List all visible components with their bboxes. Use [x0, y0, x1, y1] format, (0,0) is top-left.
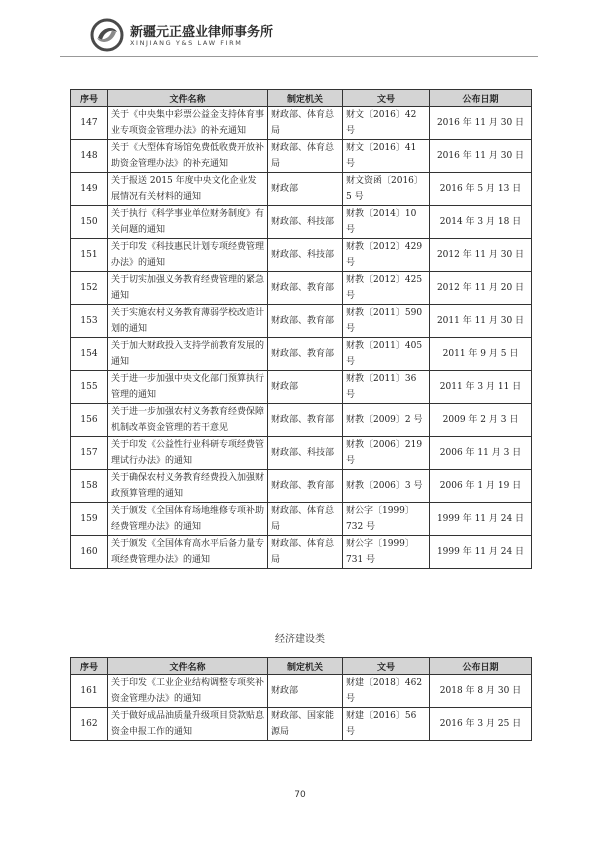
file-name: 关于做好成品油质量升级项目贷款贴息资金申报工作的通知	[108, 708, 268, 741]
table-row	[71, 140, 532, 173]
col-header-name: 文件名称	[108, 90, 268, 107]
row-number: 152	[71, 272, 108, 305]
table-row	[71, 675, 532, 708]
file-name: 关于印发《科技惠民计划专项经费管理办法》的通知	[108, 239, 268, 272]
file-name: 关于实施农村义务教育薄弱学校改造计划的通知	[108, 305, 268, 338]
table-row	[71, 708, 532, 741]
header-divider	[60, 56, 538, 57]
documents-table-1	[70, 89, 532, 569]
table-row	[71, 470, 532, 503]
file-name: 关于执行《科学事业单位财务制度》有关问题的通知	[108, 206, 268, 239]
document-number: 财教〔2009〕2 号	[343, 404, 430, 437]
publish-date: 2011 年 3 月 11 日	[430, 371, 532, 404]
file-name: 关于确保农村义务教育经费投入加强财政预算管理的通知	[108, 470, 268, 503]
firm-name-cn: 新疆元正盛业律师事务所	[130, 25, 274, 40]
publish-date: 2012 年 11 月 30 日	[430, 239, 532, 272]
document-number: 财教〔2011〕36 号	[343, 371, 430, 404]
letterhead	[90, 18, 510, 52]
table-row	[71, 239, 532, 272]
file-name: 关于印发《工业企业结构调整专项奖补资金管理办法》的通知	[108, 675, 268, 708]
issuing-agency: 财政部、体育总局	[268, 107, 343, 140]
publish-date: 1999 年 11 月 24 日	[430, 503, 532, 536]
row-number: 147	[71, 107, 108, 140]
row-number: 162	[71, 708, 108, 741]
table-header-row	[71, 658, 532, 675]
table-row	[71, 107, 532, 140]
issuing-agency: 财政部	[268, 371, 343, 404]
col-header-doc: 文号	[343, 658, 430, 675]
publish-date: 2016 年 11 月 30 日	[430, 107, 532, 140]
row-number: 161	[71, 675, 108, 708]
col-header-no: 序号	[71, 90, 108, 107]
issuing-agency: 财政部、教育部	[268, 404, 343, 437]
issuing-agency: 财政部、体育总局	[268, 140, 343, 173]
file-name: 关于颁发《全国体育场地维修专项补助经费管理办法》的通知	[108, 503, 268, 536]
col-header-date: 公布日期	[430, 90, 532, 107]
table-header-row	[71, 90, 532, 107]
document-number: 财公字〔1999〕732 号	[343, 503, 430, 536]
row-number: 154	[71, 338, 108, 371]
table-row	[71, 404, 532, 437]
document-number: 财教〔2014〕10 号	[343, 206, 430, 239]
issuing-agency: 财政部	[268, 173, 343, 206]
document-number: 财文〔2016〕42 号	[343, 107, 430, 140]
row-number: 153	[71, 305, 108, 338]
publish-date: 2011 年 11 月 30 日	[430, 305, 532, 338]
document-number: 财文〔2016〕41 号	[343, 140, 430, 173]
publish-date: 2016 年 5 月 13 日	[430, 173, 532, 206]
document-number: 财教〔2011〕405 号	[343, 338, 430, 371]
section-title-economic: 经济建设类	[275, 634, 325, 645]
table-row	[71, 206, 532, 239]
file-name: 关于进一步加强农村义务教育经费保障机制改革资金管理的若干意见	[108, 404, 268, 437]
file-name: 关于颁发《全国体育高水平后备力量专项经费管理办法》的通知	[108, 536, 268, 569]
table-row	[71, 371, 532, 404]
publish-date: 2012 年 11 月 20 日	[430, 272, 532, 305]
table-row	[71, 503, 532, 536]
firm-logo-icon	[90, 18, 124, 52]
publish-date: 2009 年 2 月 3 日	[430, 404, 532, 437]
document-number: 财教〔2006〕219 号	[343, 437, 430, 470]
row-number: 156	[71, 404, 108, 437]
file-name: 关于《大型体育场馆免费低收费开放补助资金管理办法》的补充通知	[108, 140, 268, 173]
document-number: 财文资函〔2016〕5 号	[343, 173, 430, 206]
col-header-agency: 制定机关	[268, 658, 343, 675]
issuing-agency: 财政部、教育部	[268, 305, 343, 338]
document-number: 财教〔2006〕3 号	[343, 470, 430, 503]
firm-name-en: XINJIANG Y&S LAW FIRM	[130, 39, 243, 47]
publish-date: 2006 年 11 月 3 日	[430, 437, 532, 470]
file-name: 关于印发《公益性行业科研专项经费管理试行办法》的通知	[108, 437, 268, 470]
publish-date: 1999 年 11 月 24 日	[430, 536, 532, 569]
issuing-agency: 财政部、科技部	[268, 206, 343, 239]
row-number: 150	[71, 206, 108, 239]
file-name: 关于《中央集中彩票公益金支持体育事业专项资金管理办法》的补充通知	[108, 107, 268, 140]
file-name: 关于报送 2015 年度中央文化企业发展情况有关材料的通知	[108, 173, 268, 206]
row-number: 158	[71, 470, 108, 503]
document-number: 财建〔2018〕462 号	[343, 675, 430, 708]
publish-date: 2006 年 1 月 19 日	[430, 470, 532, 503]
issuing-agency: 财政部、科技部	[268, 239, 343, 272]
document-number: 财建〔2016〕56 号	[343, 708, 430, 741]
publish-date: 2014 年 3 月 18 日	[430, 206, 532, 239]
table-row	[71, 338, 532, 371]
table-row	[71, 536, 532, 569]
issuing-agency: 财政部、教育部	[268, 338, 343, 371]
document-number: 财公字〔1999〕731 号	[343, 536, 430, 569]
table-row	[71, 173, 532, 206]
publish-date: 2016 年 11 月 30 日	[430, 140, 532, 173]
documents-table-2	[70, 657, 532, 741]
issuing-agency: 财政部、体育总局	[268, 503, 343, 536]
issuing-agency: 财政部、教育部	[268, 272, 343, 305]
file-name: 关于切实加强义务教育经费管理的紧急通知	[108, 272, 268, 305]
col-header-name: 文件名称	[108, 658, 268, 675]
issuing-agency: 财政部	[268, 675, 343, 708]
document-number: 财教〔2012〕429 号	[343, 239, 430, 272]
col-header-date: 公布日期	[430, 658, 532, 675]
issuing-agency: 财政部、体育总局	[268, 536, 343, 569]
document-number: 财教〔2011〕590 号	[343, 305, 430, 338]
row-number: 160	[71, 536, 108, 569]
col-header-agency: 制定机关	[268, 90, 343, 107]
publish-date: 2016 年 3 月 25 日	[430, 708, 532, 741]
issuing-agency: 财政部、国家能源局	[268, 708, 343, 741]
row-number: 155	[71, 371, 108, 404]
row-number: 157	[71, 437, 108, 470]
table-row	[71, 272, 532, 305]
file-name: 关于进一步加强中央文化部门预算执行管理的通知	[108, 371, 268, 404]
issuing-agency: 财政部、科技部	[268, 437, 343, 470]
page-number: 70	[294, 790, 306, 800]
file-name: 关于加大财政投入支持学前教育发展的通知	[108, 338, 268, 371]
document-number: 财教〔2012〕425 号	[343, 272, 430, 305]
col-header-no: 序号	[71, 658, 108, 675]
table-row	[71, 305, 532, 338]
col-header-doc: 文号	[343, 90, 430, 107]
publish-date: 2011 年 9 月 5 日	[430, 338, 532, 371]
row-number: 149	[71, 173, 108, 206]
row-number: 159	[71, 503, 108, 536]
row-number: 151	[71, 239, 108, 272]
table-row	[71, 437, 532, 470]
publish-date: 2018 年 8 月 30 日	[430, 675, 532, 708]
row-number: 148	[71, 140, 108, 173]
issuing-agency: 财政部、教育部	[268, 470, 343, 503]
